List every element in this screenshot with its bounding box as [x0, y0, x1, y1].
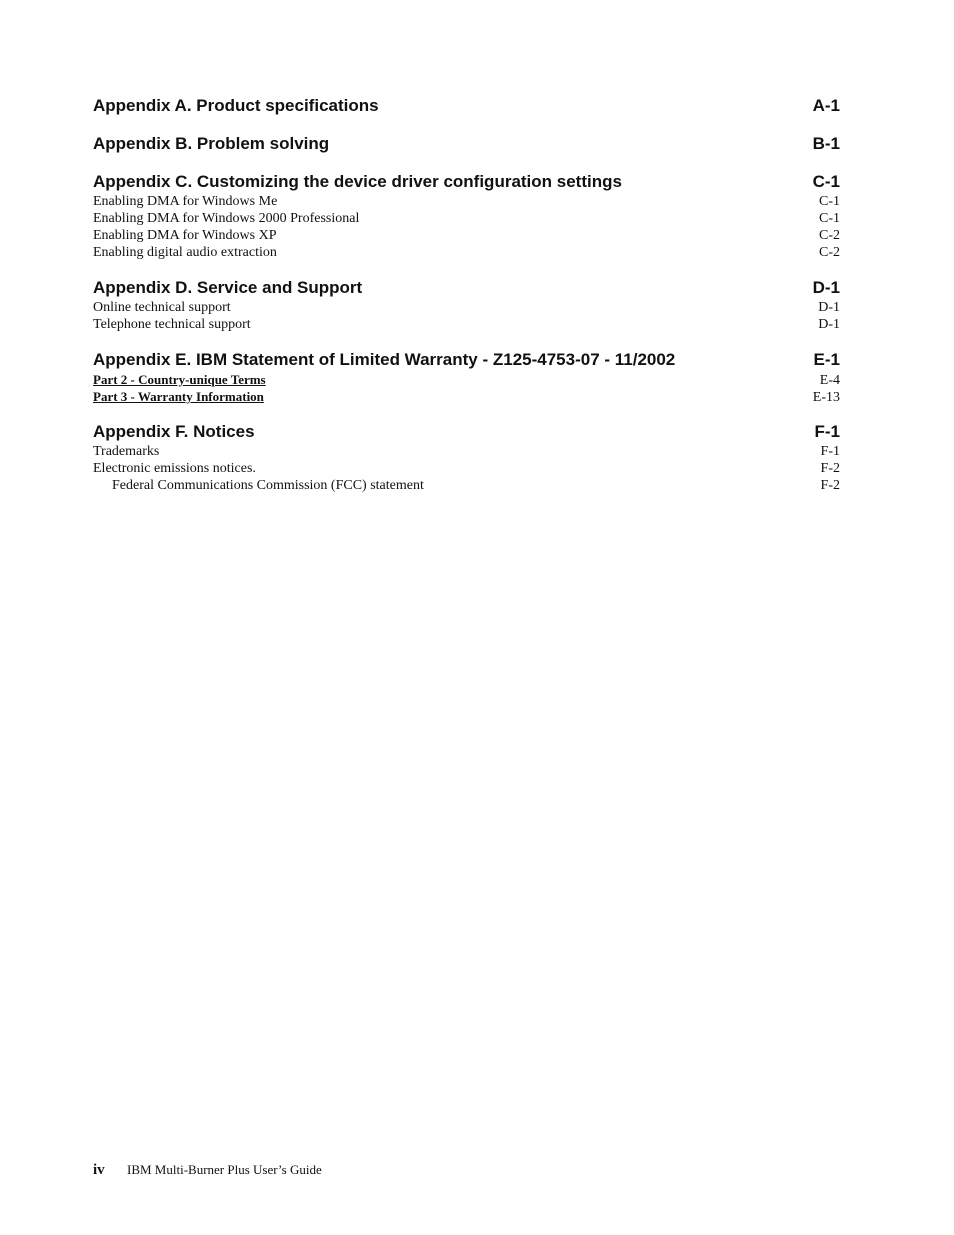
- toc-subentry-title[interactable]: Part 3 - Warranty Information: [93, 389, 264, 404]
- toc-subentry-page: D-1: [818, 300, 840, 315]
- toc-entry-appendix-b[interactable]: [93, 133, 840, 155]
- toc-subentry-title: Online technical support: [93, 300, 231, 315]
- toc-subentry-link[interactable]: [93, 388, 840, 405]
- toc-entry-title: Appendix E. IBM Statement of Limited Warranty - Z125-4753-07 - 11/2002: [93, 350, 676, 369]
- toc-entry-appendix-d[interactable]: [93, 277, 840, 299]
- toc-entry-title: Appendix D. Service and Support: [93, 278, 363, 297]
- toc-subentry[interactable]: [93, 316, 840, 333]
- toc-subentry-page: E-13: [812, 390, 840, 405]
- toc-section-appendix-c: [93, 171, 840, 261]
- toc-subentry-title: Enabling DMA for Windows XP: [93, 228, 277, 243]
- toc-subentry[interactable]: [93, 299, 840, 316]
- toc-section-appendix-e: [93, 349, 840, 405]
- toc-entry-title: Appendix F. Notices: [93, 422, 255, 441]
- toc-subentry[interactable]: [93, 227, 840, 244]
- toc-entry-title: Appendix C. Customizing the device driver configuration settings: [93, 172, 622, 191]
- toc-entry-page: D-1: [812, 278, 840, 297]
- table-of-contents: [93, 95, 840, 510]
- toc-entry-appendix-e[interactable]: [93, 349, 840, 371]
- toc-entry-page: A-1: [812, 96, 840, 115]
- toc-subentry-title: Telephone technical support: [93, 317, 251, 332]
- toc-subentry-title: Enabling DMA for Windows Me: [93, 194, 278, 209]
- toc-entry-page: E-1: [813, 350, 840, 369]
- toc-entry-appendix-c[interactable]: [93, 171, 840, 193]
- toc-subentry-nested[interactable]: [93, 477, 840, 494]
- toc-entry-page: F-1: [814, 422, 840, 441]
- toc-subentry-page: F-2: [820, 478, 840, 493]
- toc-subentry-title: Trademarks: [93, 444, 160, 459]
- toc-subentry-link[interactable]: [93, 371, 840, 388]
- toc-subentry-title: Enabling DMA for Windows 2000 Professional: [93, 211, 360, 226]
- toc-subentry-title: Electronic emissions notices.: [93, 461, 256, 476]
- book-title: IBM Multi-Burner Plus User’s Guide: [127, 1162, 322, 1177]
- toc-subentry[interactable]: [93, 460, 840, 477]
- toc-section-appendix-d: [93, 277, 840, 333]
- toc-section-appendix-b: [93, 133, 840, 155]
- toc-subentry[interactable]: [93, 244, 840, 261]
- toc-subentry-page: C-2: [819, 245, 840, 260]
- toc-entry-title: Appendix A. Product specifications: [93, 96, 379, 115]
- toc-subentry-page: E-4: [819, 373, 840, 388]
- toc-entry-page: B-1: [812, 134, 840, 153]
- toc-entry-page: C-1: [812, 172, 840, 191]
- toc-subentry-page: C-1: [819, 194, 840, 209]
- toc-entry-title: Appendix B. Problem solving: [93, 134, 330, 153]
- page-footer: [93, 1162, 322, 1179]
- toc-subentry[interactable]: [93, 443, 840, 460]
- toc-subentry-page: C-1: [819, 211, 840, 226]
- toc-subentry-title: Federal Communications Commission (FCC) statement: [112, 478, 424, 493]
- toc-subentry[interactable]: [93, 193, 840, 210]
- toc-entry-appendix-f[interactable]: [93, 421, 840, 443]
- toc-subentry-page: C-2: [819, 228, 840, 243]
- toc-entry-appendix-a[interactable]: [93, 95, 840, 117]
- toc-subentry[interactable]: [93, 210, 840, 227]
- toc-subentry-page: F-2: [820, 461, 840, 476]
- page-number: iv: [93, 1162, 105, 1178]
- toc-subentry-title[interactable]: Part 2 - Country-unique Terms: [93, 372, 266, 387]
- toc-subentry-title: Enabling digital audio extraction: [93, 245, 277, 260]
- toc-subentry-page: D-1: [818, 317, 840, 332]
- toc-subentry-page: F-1: [820, 444, 840, 459]
- toc-section-appendix-a: [93, 95, 840, 117]
- toc-section-appendix-f: [93, 421, 840, 494]
